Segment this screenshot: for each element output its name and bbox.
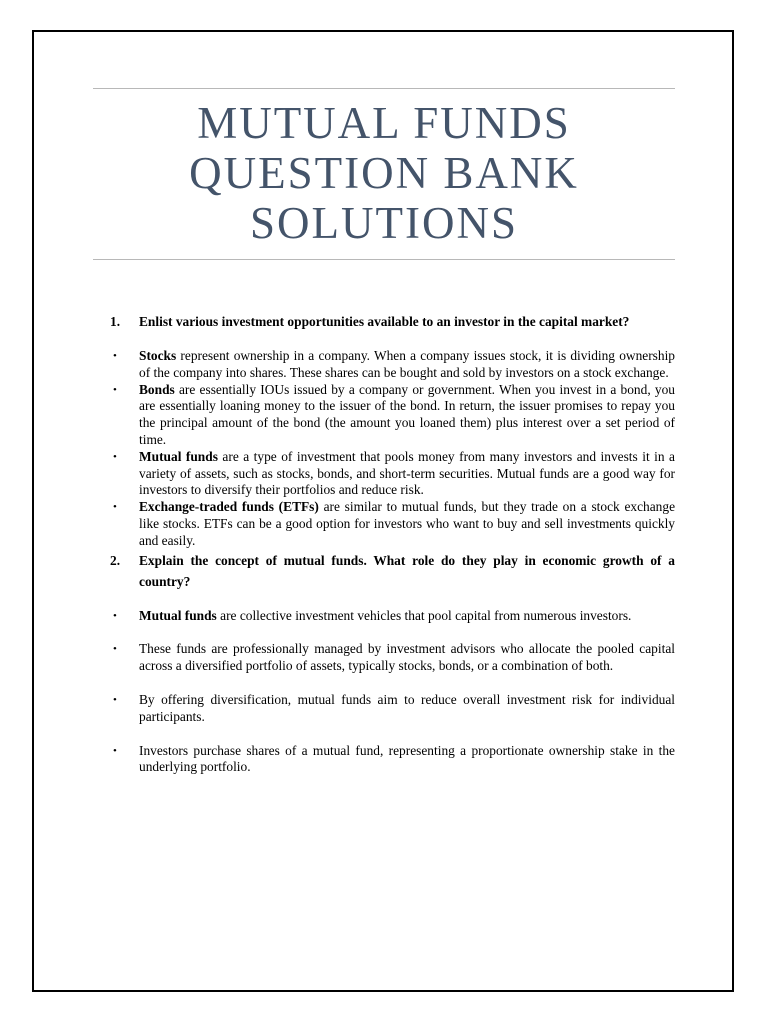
list-item-body: are essentially IOUs issued by a company or government. When you invest in a bond, you are essentially loaning money to the issuer of the bond. In return, the issuer promises to repay you the principal amount of the bond (the amount you loaned them) plus interest over a set period of time. [139, 381, 675, 447]
list-item [110, 692, 675, 726]
list-item-text: By offering diversification, mutual funds aim to reduce overall investment risk for individual participants. [139, 691, 675, 724]
bullet-icon: • [113, 350, 117, 362]
list-item-text [139, 449, 675, 499]
list-item-text [139, 382, 675, 449]
list-item-term: Mutual funds [139, 448, 218, 464]
bullet-icon: • [113, 450, 117, 463]
question-text: Enlist various investment opportunities available to an investor in the capital market? [139, 314, 630, 329]
list-item [110, 499, 675, 549]
question-number: 2. [110, 552, 121, 568]
title-line-3: SOLUTIONS [249, 198, 518, 248]
list-item-text [139, 608, 675, 625]
list-item-text: Investors purchase shares of a mutual fund, representing a proportionate ownership stake in the underlying portfolio. [139, 742, 675, 775]
bullet-icon: • [113, 609, 117, 622]
list-item-text [139, 348, 675, 382]
list-item-text: These funds are professionally managed by investment advisors who allocate the pooled capital across a diversified portfolio of assets, typically stocks, bonds, or a combination of both. [139, 641, 675, 674]
list-item-body: are similar to mutual funds, but they trade on a stock exchange like stocks. ETFs can be a good option for investors who want to buy and sell investments quickly and easily. [139, 499, 676, 548]
title-line-2: QUESTION BANK [189, 148, 579, 198]
list-item [110, 743, 675, 777]
bullet-icon: • [113, 501, 117, 514]
question-text: Explain the concept of mutual funds. What role do they play in economic growth of a country? [139, 552, 675, 589]
bullet-icon: • [113, 744, 117, 757]
list-item-term: Bonds [139, 381, 175, 397]
list-item-body: represent ownership in a company. When a company issues stock, it is dividing ownership of the company into shares. These shares can be bought and sold by investors on a stock exchange. [139, 348, 675, 380]
document-title [93, 98, 675, 248]
list-item-body: are collective investment vehicles that pool capital from numerous investors. [216, 607, 632, 623]
bullet-icon: • [113, 643, 117, 656]
list-item [110, 641, 675, 675]
bullet-icon: • [113, 383, 117, 396]
question-1 [110, 311, 675, 332]
question-number: 1. [110, 314, 121, 329]
list-item-term: Mutual funds [139, 607, 217, 623]
list-item-body: are a type of investment that pools money from many investors and invests it in a variety of assets, such as stocks, bonds, and short-term securities. Mutual funds are a good way for investors to diversify their portfolios and reduce risk. [139, 448, 675, 498]
list-item-text [139, 499, 675, 549]
answer-list-2 [110, 608, 675, 777]
title-line-1: MUTUAL FUNDS [197, 98, 571, 148]
title-bottom-rule [93, 259, 675, 260]
list-item [110, 382, 675, 449]
question-2 [110, 550, 675, 592]
title-top-rule [93, 88, 675, 89]
list-item [110, 608, 675, 625]
document-body [110, 311, 675, 793]
answer-list-1 [110, 348, 675, 550]
bullet-icon: • [113, 693, 117, 706]
list-item-term: Stocks [139, 348, 177, 363]
list-item-term: Exchange-traded funds (ETFs) [139, 499, 319, 515]
list-item [110, 348, 675, 382]
list-item [110, 449, 675, 499]
